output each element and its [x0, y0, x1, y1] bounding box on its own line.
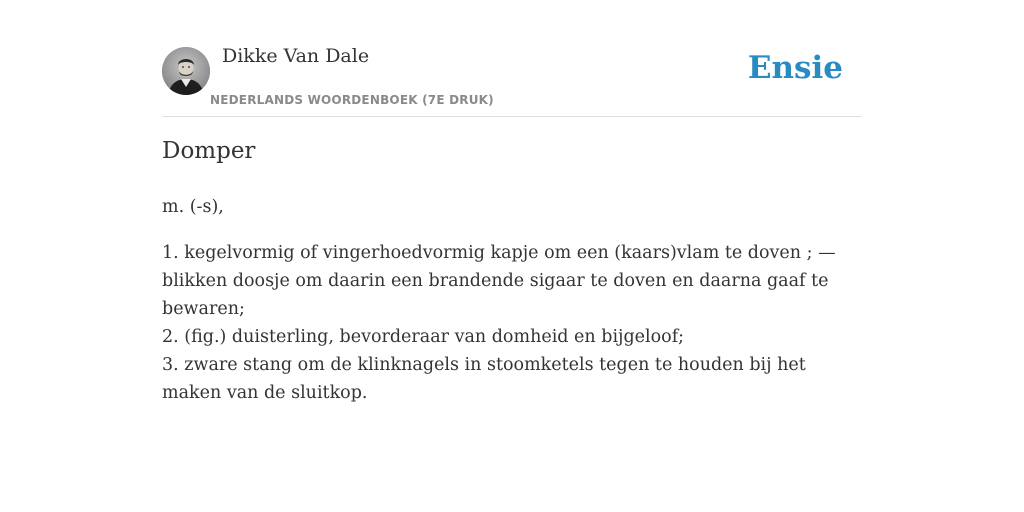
ensie-logo[interactable]: Ensie — [747, 50, 843, 86]
definition-1: 1. kegelvormig of vingerhoedvormig kapje om een (kaars)vlam te doven ; — blikken doosje om daarin een brandende sigaar te doven en daarna gaaf te bewaren; — [162, 243, 836, 319]
entry-title: Domper — [162, 138, 256, 164]
source-label: NEDERLANDS WOORDENBOEK (7E DRUK) — [210, 93, 494, 107]
avatar[interactable] — [162, 47, 210, 95]
portrait-image — [162, 47, 210, 95]
entry-body — [162, 193, 862, 407]
grammar-info: m. (-s), — [162, 197, 224, 217]
definition-2: 2. (fig.) duisterling, bevorderaar van domheid en bijgeloof; — [162, 327, 685, 347]
definition-3: 3. zware stang om de klinknagels in stoomketels tegen te houden bij het maken van de sluitkop. — [162, 355, 806, 403]
header — [162, 44, 862, 117]
author-name[interactable]: Dikke Van Dale — [222, 45, 370, 67]
